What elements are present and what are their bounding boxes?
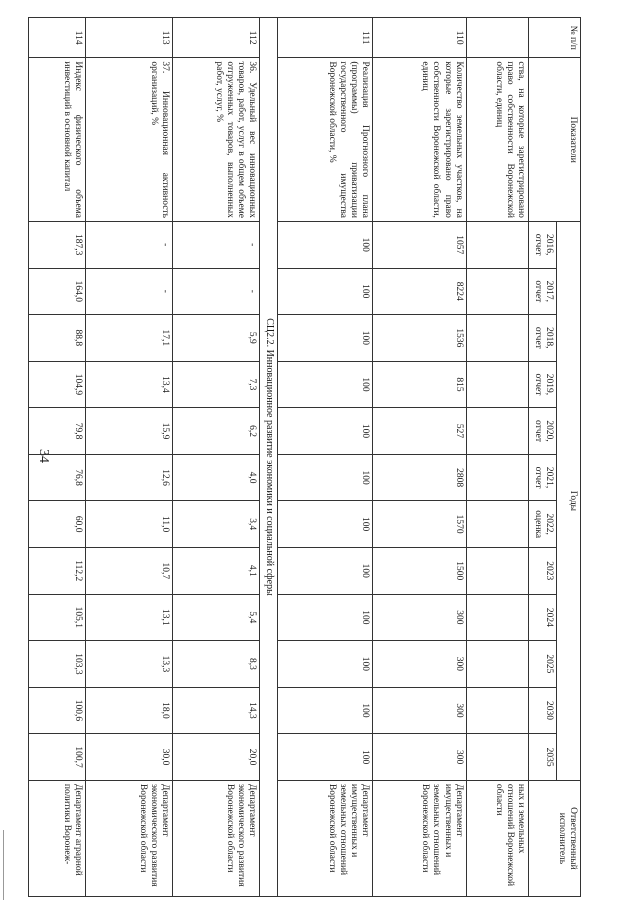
- row-responsible: Департамент имущественных и земельных отношений Воронежской области: [277, 780, 372, 896]
- row-value: 7,3: [173, 361, 260, 408]
- header-years-group: Годы: [557, 221, 581, 780]
- row-value: 100: [277, 268, 372, 315]
- table-row: [173, 18, 260, 897]
- row-value: 815: [373, 361, 466, 408]
- header-year: 2018, отчет: [529, 315, 557, 362]
- row-value: 164,0: [29, 268, 86, 315]
- header-responsible: Ответственный исполнитель: [529, 780, 581, 896]
- header-year: 2022, оценка: [529, 501, 557, 548]
- row-value: 100: [277, 454, 372, 501]
- row-value: 100,6: [29, 687, 86, 734]
- row-value: [466, 641, 528, 688]
- table-row: [29, 18, 86, 897]
- row-value: 79,8: [29, 408, 86, 455]
- table-row: [373, 18, 466, 897]
- row-indicator: Реализация Прогнозного плана (программы) приватизации государственного имущества Воронежской области, %: [277, 58, 372, 222]
- row-value: [466, 547, 528, 594]
- row-value: 100: [277, 221, 372, 268]
- row-value: -: [173, 221, 260, 268]
- row-value: 1057: [373, 221, 466, 268]
- row-num: 110: [373, 18, 466, 58]
- row-indicator: 37. Инновационная активность организаций, %: [86, 58, 173, 222]
- header-year: 2020, отчет: [529, 408, 557, 455]
- row-value: 4,0: [173, 454, 260, 501]
- row-value: 13,1: [86, 594, 173, 641]
- row-value: 100: [277, 641, 372, 688]
- header-year: 2023: [529, 547, 557, 594]
- row-value: 100: [277, 501, 372, 548]
- row-value: 300: [373, 734, 466, 781]
- row-indicator: Индекс физического объема инвестиций в основной капитал: [29, 58, 86, 222]
- header-year: 2035: [529, 734, 557, 781]
- row-value: 187,3: [29, 221, 86, 268]
- row-value: 8224: [373, 268, 466, 315]
- row-value: 5,4: [173, 594, 260, 641]
- header-year: 2016, отчет: [529, 221, 557, 268]
- header-num: № п/п: [529, 18, 581, 58]
- row-value: 18,0: [86, 687, 173, 734]
- row-responsible: Департамент экономического развития Воронежской области: [173, 780, 260, 896]
- row-value: 11,0: [86, 501, 173, 548]
- row-value: [466, 594, 528, 641]
- row-value: 100: [277, 361, 372, 408]
- row-value: 20,0: [173, 734, 260, 781]
- header-year: 2030: [529, 687, 557, 734]
- row-num: 111: [277, 18, 372, 58]
- header-year: 2021, отчет: [529, 454, 557, 501]
- row-value: 105,1: [29, 594, 86, 641]
- section-row: [260, 18, 277, 897]
- header-year: 2024: [529, 594, 557, 641]
- row-value: 100: [277, 408, 372, 455]
- row-value: 300: [373, 641, 466, 688]
- section-title: СЦ2.2. Инновационное развитие экономики и социальной сферы: [260, 18, 277, 897]
- row-responsible: Департамент имущественных и земельных отношений Воронежской области: [373, 780, 466, 896]
- row-responsible: Департамент аграрной политики Воронеж-: [29, 780, 86, 896]
- row-value: 104,9: [29, 361, 86, 408]
- row-value: [466, 687, 528, 734]
- row-value: 10,7: [86, 547, 173, 594]
- indicators-table: [28, 17, 581, 897]
- header-year: 2019, отчет: [529, 361, 557, 408]
- row-value: 5,9: [173, 315, 260, 362]
- row-value: [466, 454, 528, 501]
- row-value: [466, 408, 528, 455]
- row-responsible: ных и земельных отношений Воронежской области: [466, 780, 528, 896]
- row-value: 76,8: [29, 454, 86, 501]
- table-row: [86, 18, 173, 897]
- row-value: [466, 221, 528, 268]
- header-year: 2025: [529, 641, 557, 688]
- row-value: 1500: [373, 547, 466, 594]
- row-responsible: Департамент экономического развития Воронежской области: [86, 780, 173, 896]
- row-value: 103,3: [29, 641, 86, 688]
- row-num: 112: [173, 18, 260, 58]
- row-value: 100,7: [29, 734, 86, 781]
- row-value: 300: [373, 594, 466, 641]
- table-row: [277, 18, 372, 897]
- row-value: 100: [277, 734, 372, 781]
- row-value: 100: [277, 687, 372, 734]
- row-value: 527: [373, 408, 466, 455]
- rotated-table-container: [28, 17, 581, 897]
- header-year: 2017, отчет: [529, 268, 557, 315]
- row-indicator: Количество земельных участков, на которые зарегистрировано право собственности Воронежской области, единиц: [373, 58, 466, 222]
- row-num: 113: [86, 18, 173, 58]
- row-value: 17,1: [86, 315, 173, 362]
- row-value: 30,0: [86, 734, 173, 781]
- row-value: 300: [373, 687, 466, 734]
- row-value: 88,8: [29, 315, 86, 362]
- row-value: 15,9: [86, 408, 173, 455]
- row-value: 3,4: [173, 501, 260, 548]
- row-value: [466, 315, 528, 362]
- row-value: -: [86, 221, 173, 268]
- row-value: [466, 734, 528, 781]
- row-value: 1570: [373, 501, 466, 548]
- row-value: 4,1: [173, 547, 260, 594]
- row-value: 6,2: [173, 408, 260, 455]
- row-value: 1536: [373, 315, 466, 362]
- row-value: 100: [277, 315, 372, 362]
- row-value: -: [173, 268, 260, 315]
- row-value: 8,3: [173, 641, 260, 688]
- header-indicator: Показатели: [529, 58, 581, 222]
- page-number: 34: [36, 449, 51, 463]
- header-row-top: [557, 18, 581, 897]
- row-value: -: [86, 268, 173, 315]
- row-value: 112,2: [29, 547, 86, 594]
- row-indicator: ства, на которые зарегистрировано право собственности Воронежской области, единиц: [466, 58, 528, 222]
- row-value: 13,3: [86, 641, 173, 688]
- row-value: 60,0: [29, 501, 86, 548]
- row-value: 100: [277, 594, 372, 641]
- row-value: [466, 361, 528, 408]
- row-value: [466, 268, 528, 315]
- row-value: [466, 501, 528, 548]
- row-value: 100: [277, 547, 372, 594]
- row-value: 12,6: [86, 454, 173, 501]
- row-value: 2808: [373, 454, 466, 501]
- row-num: [466, 18, 528, 58]
- row-value: 14,3: [173, 687, 260, 734]
- row-indicator: 36. Удельный вес инновационных товаров, работ, услуг в общем объеме отгруженных товаров, выполненных работ, услуг, %: [173, 58, 260, 222]
- scan-edge-line: [3, 830, 4, 900]
- row-value: 13,4: [86, 361, 173, 408]
- row-num: 114: [29, 18, 86, 58]
- table-row: [466, 18, 528, 897]
